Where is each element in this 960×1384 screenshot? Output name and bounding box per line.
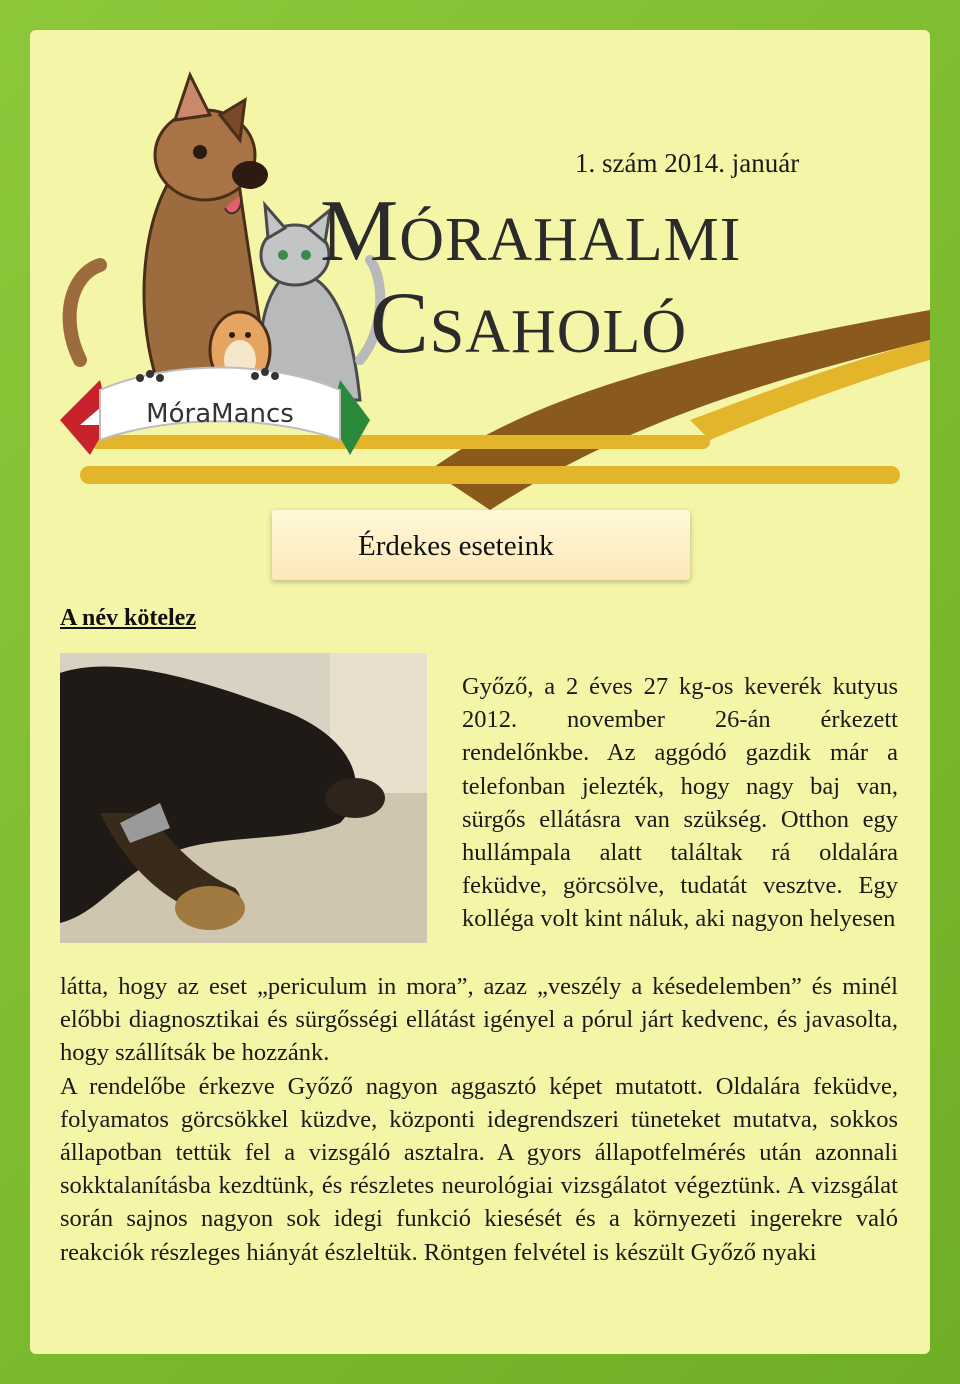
article-text-full [60, 970, 898, 1269]
issue-date: 1. szám 2014. január [575, 148, 800, 178]
article-heading: A név kötelez [60, 605, 196, 631]
logo-text: MóraMancs [146, 399, 294, 429]
masthead-initial-2: C [370, 275, 430, 372]
masthead-line-2 [370, 275, 688, 372]
masthead-initial-1: M [320, 183, 400, 280]
masthead-line-1 [320, 183, 742, 280]
article-paragraph-1-rest: látta, hogy az eset „periculum in mora”, azaz „veszély a késedelemben” és minél előbbi diagnosztikai és sürgősségi ellátást igényel a pórul járt kedvenc, és javasolta, hogy szállítsák be hozzánk. [60, 973, 898, 1067]
article-paragraph-2: A rendelőbe érkezve Győző nagyon aggasztó képet mutatott. Oldalára feküdve, folyamatos görcsökkel küzdve, központi idegrendszeri tüneteket mutatva, sokkos állapotban tettük fel a vizsgáló asztalra. A gyors állapotfelmérés után azonnali sokktalanításba kezdtünk, és részletes neurológiai vizsgálatot végeztünk. A vizsgálat során sajnos nagyon sok idegi funkció kiesését és a környezeti ingerekre való reakciók részleges hiányát észleltük. Röntgen felvétel is készült Győző nyaki [60, 1072, 898, 1266]
dog-photo [60, 653, 427, 943]
masthead-rest-2: SAHOLÓ [429, 298, 688, 366]
article-text-column: Győző, a 2 éves 27 kg-os keverék kutyus 2012. november 26-án érkezett rendelőnkbe. Az aggódó gazdik már a telefonban jelezték, hogy nagy baj van, sürgős ellátásra van szükség. Otthon egy hullámpala alatt találtak rá oldalára feküdve, görcsölve, tudatát vesztve. Egy kolléga volt kint náluk, aki nagyon helyesen [462, 673, 898, 933]
masthead-rest-1: ÓRAHALMI [399, 206, 742, 274]
section-title: Érdekes eseteink [358, 530, 554, 562]
newsletter-page [30, 30, 930, 1354]
